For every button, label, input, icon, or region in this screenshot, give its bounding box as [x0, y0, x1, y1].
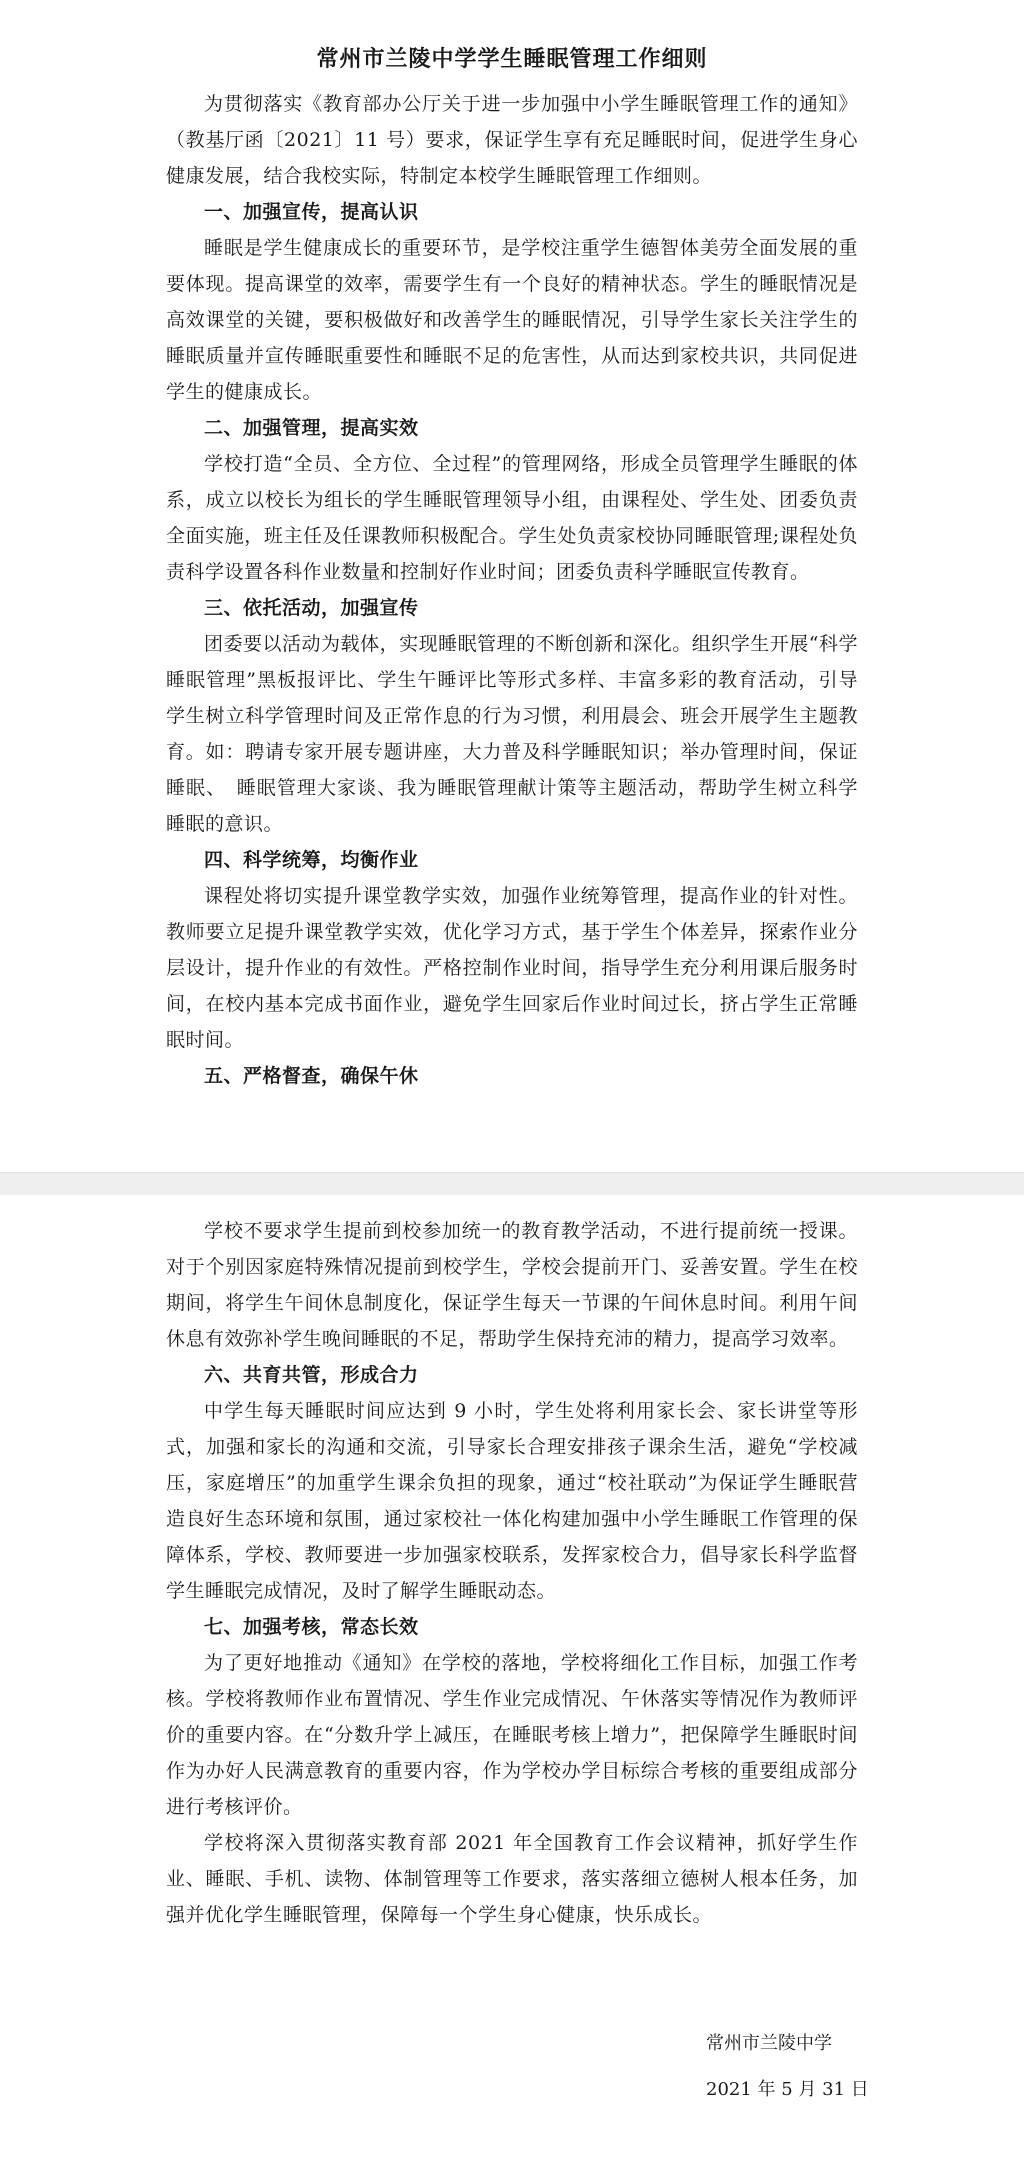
section-7-paragraph-1: 为了更好地推动《通知》在学校的落地，学校将细化工作目标，加强工作考核。学校将教师作业布置情况、学生作业完成情况、午休落实等情况作为教师评价的重要内容。在“分数升学上减压，在睡眠考核上增力”，把保障学生睡眠时间作为办好人民满意教育的重要内容，作为学校办学目标综合考核的重要组成部分进行考核评价。 [166, 1652, 858, 1818]
section-6-paragraph: 中学生每天睡眠时间应达到 9 小时，学生处将利用家长会、家长讲堂等形式，加强和家长的沟通和交流，引导家长合理安排孩子课余生活，避免“学校减压，家庭增压”的加重学生课余负担的现象，通过“校社联动”为保证学生睡眠营造良好生态环境和氛围，通过家校社一体化构建加强中小学生睡眠工作管理的保障体系，学校、教师要进一步加强家校联系，发挥家校合力，倡导家长科学监督学生睡眠完成情况，及时了解学生睡眠动态。 [166, 1400, 858, 1602]
page-separator [0, 1172, 1024, 1197]
section-7-heading: 七、加强考核，常态长效 [204, 1616, 419, 1638]
section-5-paragraph: 学校不要求学生提前到校参加统一的教育教学活动，不进行提前统一授课。对于个别因家庭特殊情况提前到校学生，学校会提前开门、妥善安置。学生在校期间，将学生午间休息制度化，保证学生每天一节课的午间休息时间。利用午间休息有效弥补学生晚间睡眠的不足，帮助学生保持充沛的精力，提高学习效率。 [166, 1220, 858, 1350]
section-4-paragraph: 课程处将切实提升课堂教学实效，加强作业统筹管理，提高作业的针对性。教师要立足提升课堂教学实效，优化学习方式，基于学生个体差异，探索作业分层设计，提升作业的有效性。严格控制作业时间，指导学生充分利用课后服务时间，在校内基本完成书面作业，避免学生回家后作业时间过长，挤占学生正常睡眠时间。 [166, 885, 858, 1051]
section-6-heading: 六、共育共管，形成合力 [204, 1364, 419, 1386]
section-3-paragraph: 团委要以活动为载体，实现睡眠管理的不断创新和深化。组织学生开展“科学睡眠管理”黑板报评比、学生午睡评比等形式多样、丰富多彩的教育活动，引导学生树立科学管理时间及正常作息的行为习惯，利用晨会、班会开展学生主题教育。如：聘请专家开展专题讲座，大力普及科学睡眠知识；举办管理时间，保证睡眠、 睡眠管理大家谈、我为睡眠管理献计策等主题活动，帮助学生树立科学睡眠的意识。 [166, 633, 858, 835]
section-1-heading: 一、加强宣传，提高认识 [204, 201, 419, 223]
signature-organization: 常州市兰陵中学 [706, 2033, 832, 2054]
page-2-content [166, 1213, 858, 1933]
section-3-heading: 三、依托活动，加强宣传 [204, 597, 419, 619]
section-1-paragraph: 睡眠是学生健康成长的重要环节，是学校注重学生德智体美劳全面发展的重要体现。提高课堂的效率，需要学生有一个良好的精神状态。学生的睡眠情况是高效课堂的关键，要积极做好和改善学生的睡眠情况，引导学生家长关注学生的睡眠质量并宣传睡眠重要性和睡眠不足的危害性，从而达到家校共识，共同促进学生的健康成长。 [166, 237, 858, 403]
document-title: 常州市兰陵中学学生睡眠管理工作细则 [316, 46, 708, 72]
section-4-heading: 四、科学统筹，均衡作业 [204, 849, 419, 871]
section-5-heading: 五、严格督查，确保午休 [204, 1065, 419, 1087]
section-2-paragraph: 学校打造“全员、全方位、全过程”的管理网络，形成全员管理学生睡眠的体系，成立以校长为组长的学生睡眠管理领导小组，由课程处、学生处、团委负责全面实施，班主任及任课教师积极配合。学生处负责家校协同睡眠管理;课程处负责科学设置各科作业数量和控制好作业时间；团委负责科学睡眠宣传教育。 [166, 453, 858, 583]
section-7-paragraph-2: 学校将深入贯彻落实教育部 2021 年全国教育工作会议精神，抓好学生作业、睡眠、手机、读物、体制管理等工作要求，落实落细立德树人根本任务，加强并优化学生睡眠管理，保障每一个学生身心健康，快乐成长。 [166, 1832, 858, 1926]
signature-date: 2021 年 5 月 31 日 [706, 2079, 869, 2100]
page-1-content [166, 44, 858, 1094]
section-2-heading: 二、加强管理，提高实效 [204, 417, 419, 439]
intro-paragraph: 为贯彻落实《教育部办公厅关于进一步加强中小学生睡眠管理工作的通知》（教基厅函〔2021〕11 号）要求，保证学生享有充足睡眠时间，促进学生身心健康发展，结合我校实际，特制定本校学生睡眠管理工作细则。 [166, 93, 858, 187]
